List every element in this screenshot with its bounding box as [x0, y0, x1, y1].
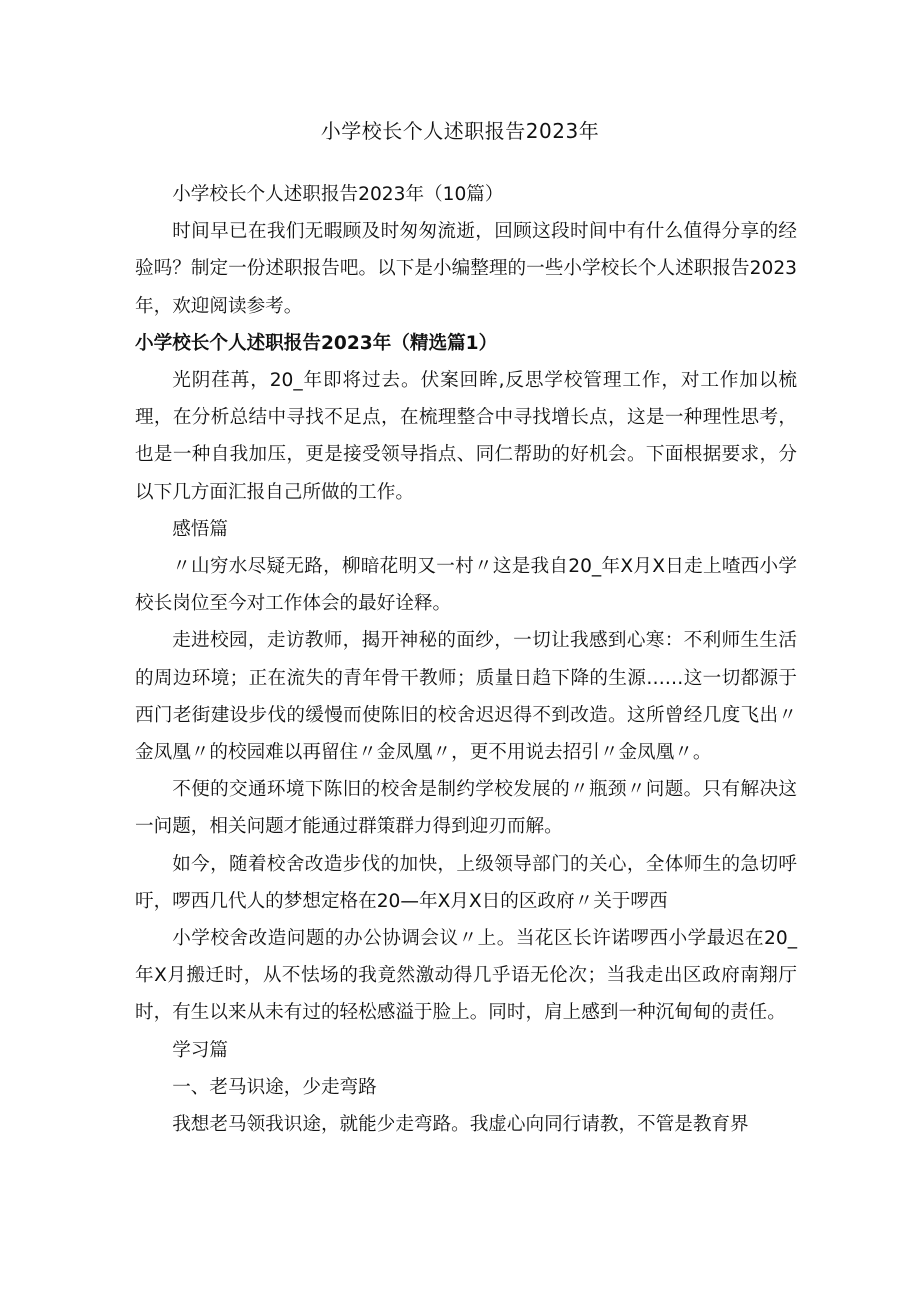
subsection-heading: 感悟篇: [172, 518, 228, 540]
subsection-heading: 学习篇: [172, 1039, 228, 1061]
subtitle-paragraph: 小学校长个人述职报告2023年（10篇）: [172, 184, 504, 205]
document-body: [135, 176, 797, 1143]
document-title: 小学校长个人述职报告2023年: [320, 119, 600, 143]
body-paragraph: 如今，随着校舍改造步伐的加快，上级领导部门的关心，全体师生的急切呼吁，啰西几代人的梦想定格在20—年X月X日的区政府〃关于啰西: [135, 853, 797, 912]
body-paragraph: 光阴荏苒，20_年即将过去。伏案回眸,反思学校管理工作，对工作加以梳理，在分析总结中寻找不足点，在梳理整合中寻找增长点，这是一种理性思考，也是一种自我加压，更是接受领导指点、同仁帮助的好机会。下面根据要求，分以下几方面汇报自己所做的工作。: [135, 370, 797, 503]
body-paragraph: 〃山穷水尽疑无路，柳暗花明又一村〃这是我自20_年X月X日走上喳西小学校长岗位至今对工作体会的最好诠释。: [135, 556, 797, 615]
body-paragraph: 我想老马领我识途，就能少走弯路。我虚心向同行请教，不管是教育界: [172, 1114, 749, 1136]
body-paragraph: 不便的交通环境下陈旧的校舍是制约学校发展的〃瓶颈〃问题。只有解决这一问题，相关问题才能通过群策群力得到迎刃而解。: [135, 779, 797, 838]
body-paragraph: 走进校园，走访教师，揭开神秘的面纱，一切让我感到心寒：不利师生生活的周边环境；正在流失的青年骨干教师；质量日趋下降的生源……这一切都源于西门老街建设步伐的缓慢而使陈旧的校舍迟迟得不到改造。这所曾经几度飞出〃金凤凰〃的校园难以再留住〃金凤凰〃，更不用说去招引〃金凤凰〃。: [135, 630, 797, 764]
section-heading: 小学校长个人述职报告2023年（精选篇1）: [135, 332, 498, 354]
list-heading: 一、老马识途，少走弯路: [172, 1076, 377, 1098]
body-paragraph: 小学校舍改造问题的办公协调会议〃上。当花区长许诺啰西小学最迟在20_年X月搬迁时，从不怯场的我竟然激动得几乎语无伦次；当我走出区政府南翔厅时，有生以来从未有过的轻松感溢于脸上。同时，肩上感到一种沉甸甸的责任。: [135, 928, 797, 1024]
intro-paragraph: 时间早已在我们无暇顾及时匆匆流逝，回顾这段时间中有什么值得分享的经验吗？制定一份述职报告吧。以下是小编整理的一些小学校长个人述职报告2023年，欢迎阅读参考。: [135, 221, 797, 317]
